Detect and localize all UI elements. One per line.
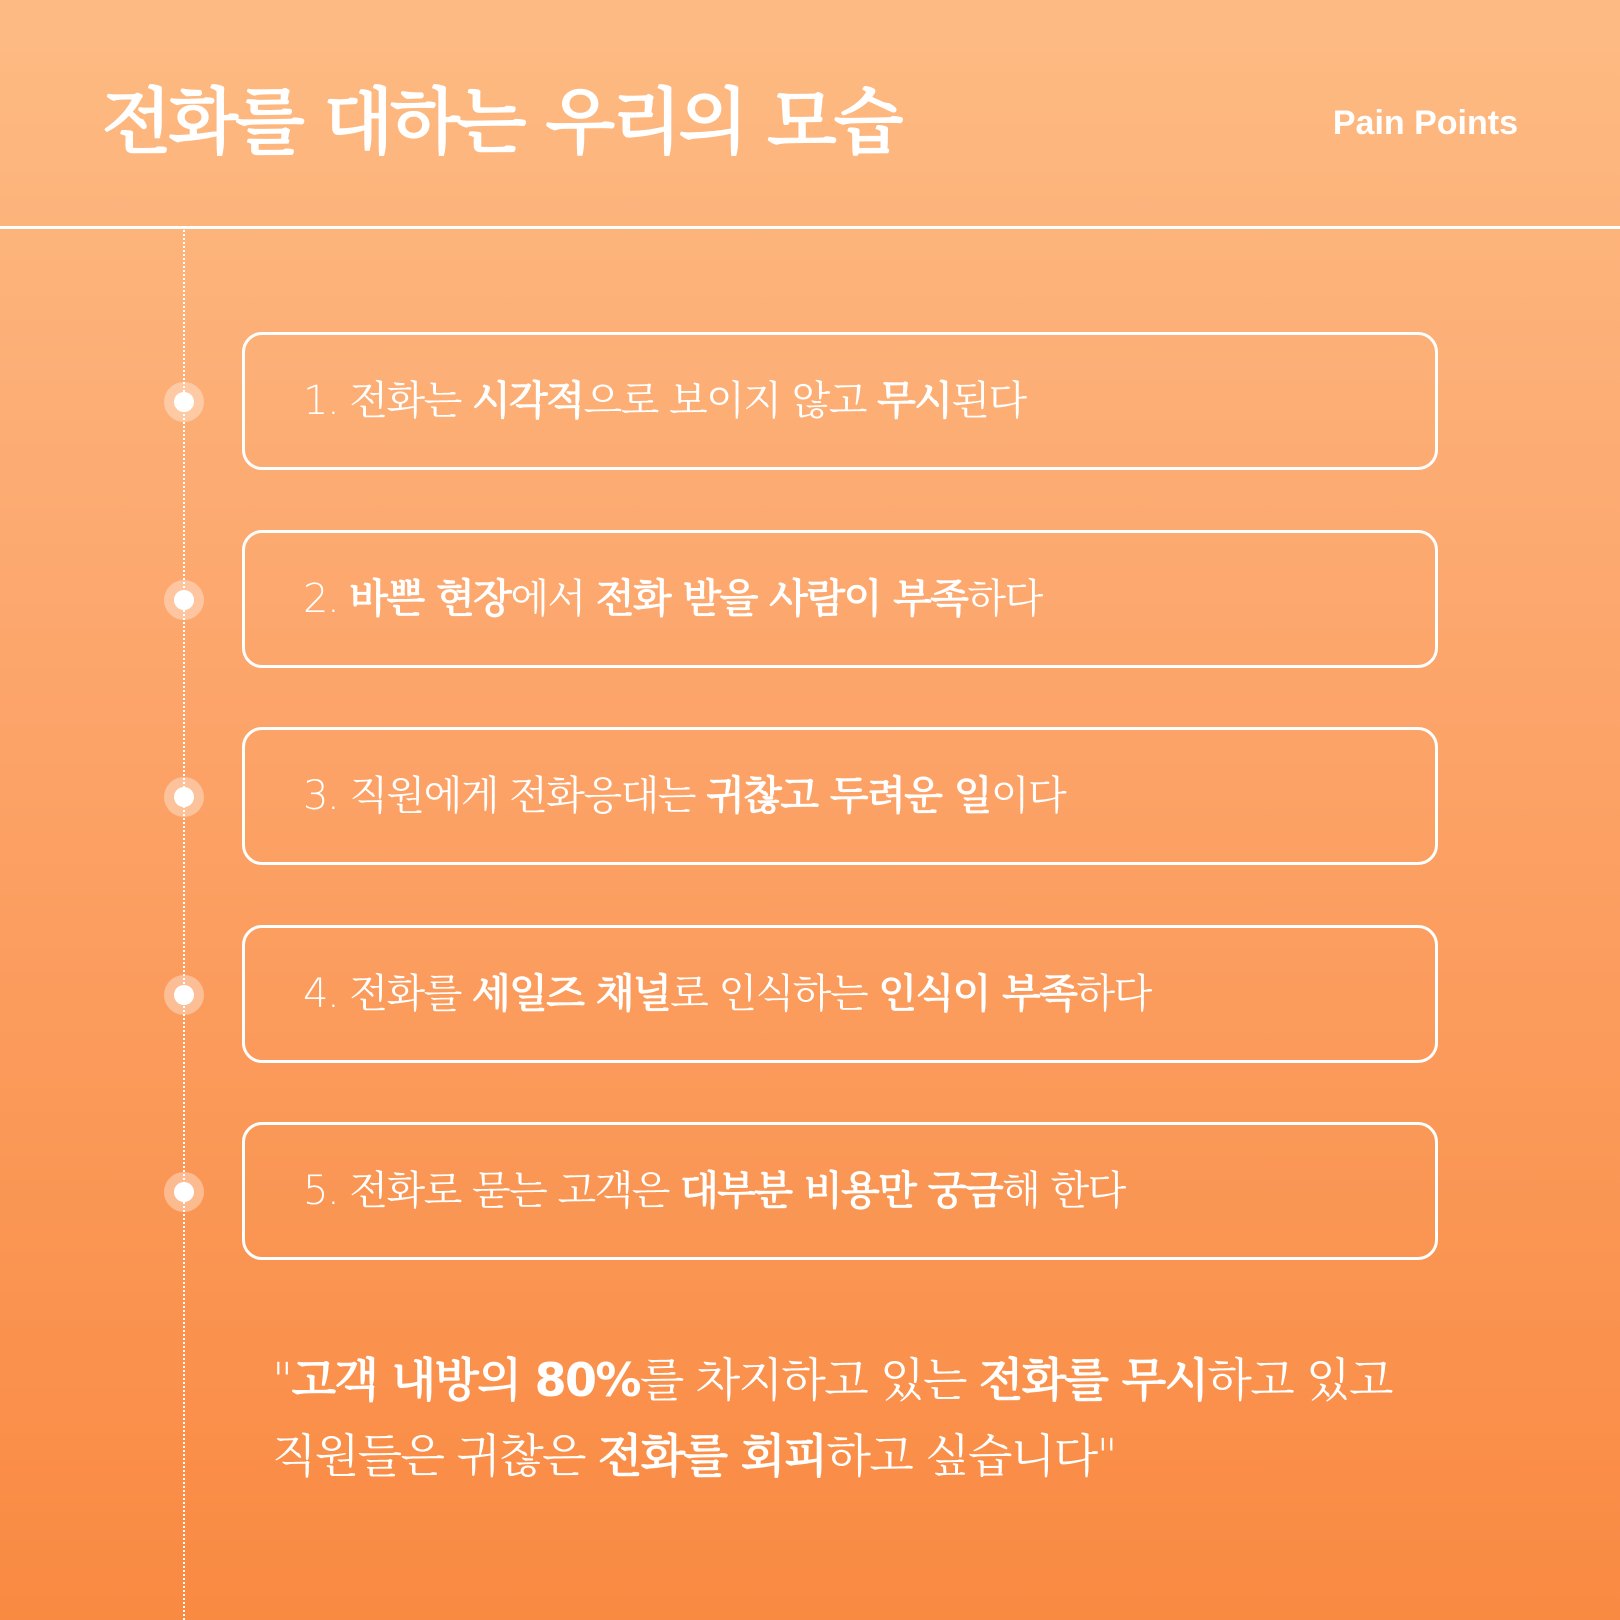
text-emphasis: 전화 받을 사람이 부족 bbox=[595, 576, 968, 622]
text-emphasis: 바쁜 현장 bbox=[349, 576, 511, 622]
timeline-dot bbox=[164, 382, 204, 422]
point-number: 2. bbox=[303, 576, 339, 622]
summary-quote bbox=[272, 1342, 1492, 1494]
pain-point-text bbox=[303, 335, 1026, 467]
text-segment: 으로 보이지 않고 bbox=[583, 378, 878, 424]
header bbox=[0, 0, 1620, 227]
point-number: 1. bbox=[303, 378, 339, 424]
text-emphasis: 전화를 무시 bbox=[978, 1353, 1208, 1407]
point-number: 4. bbox=[303, 971, 339, 1017]
text-segment: 하고 싶습니다" bbox=[826, 1429, 1117, 1483]
pain-point-text bbox=[303, 533, 1042, 665]
pain-point-text bbox=[303, 1125, 1125, 1257]
text-segment: 전화는 bbox=[338, 378, 473, 424]
text-emphasis: 인식이 부족 bbox=[878, 971, 1077, 1017]
text-segment: 에서 bbox=[510, 576, 596, 622]
text-emphasis: 무시 bbox=[877, 378, 952, 424]
timeline-line bbox=[183, 230, 185, 1620]
timeline-dot bbox=[164, 580, 204, 620]
text-emphasis: 세일즈 채널 bbox=[472, 971, 671, 1017]
text-emphasis: 전화를 회피 bbox=[597, 1429, 827, 1483]
text-segment: 하고 있고 bbox=[1207, 1353, 1392, 1407]
text-segment: 직원에게 전화응대는 bbox=[338, 773, 707, 819]
text-segment: 직원들은 귀찮은 bbox=[272, 1429, 598, 1483]
pain-point-text bbox=[303, 730, 1065, 862]
quote-line-1 bbox=[272, 1342, 1492, 1418]
text-emphasis: 대부분 비용만 궁금 bbox=[680, 1168, 1003, 1214]
pain-point-text bbox=[303, 928, 1151, 1060]
pain-point-card-5 bbox=[242, 1122, 1438, 1260]
timeline-dot bbox=[164, 975, 204, 1015]
header-divider bbox=[0, 226, 1620, 229]
text-segment: " bbox=[272, 1353, 292, 1407]
section-tag: Pain Points bbox=[1332, 104, 1518, 142]
pain-point-card-2 bbox=[242, 530, 1438, 668]
text-segment bbox=[338, 576, 349, 622]
point-number: 3. bbox=[303, 773, 339, 819]
pain-point-card-3 bbox=[242, 727, 1438, 865]
timeline-dot bbox=[164, 777, 204, 817]
text-emphasis: 시각적 bbox=[472, 378, 584, 424]
timeline-dot bbox=[164, 1172, 204, 1212]
pain-point-card-1 bbox=[242, 332, 1438, 470]
text-segment: 이다 bbox=[990, 773, 1066, 819]
point-number: 5. bbox=[303, 1168, 339, 1214]
text-emphasis: 귀찮고 두려운 일 bbox=[706, 773, 991, 819]
text-segment: 전화로 묻는 고객은 bbox=[338, 1168, 681, 1214]
text-segment: 하다 bbox=[1076, 971, 1151, 1017]
pain-point-card-4 bbox=[242, 925, 1438, 1063]
quote-line-2 bbox=[272, 1418, 1492, 1494]
text-segment: 로 인식하는 bbox=[670, 971, 879, 1017]
text-segment: 하다 bbox=[967, 576, 1042, 622]
text-emphasis: 고객 내방의 80% bbox=[291, 1353, 640, 1407]
text-segment: 해 한다 bbox=[1002, 1168, 1125, 1214]
page-title: 전화를 대하는 우리의 모습 bbox=[102, 80, 901, 164]
text-segment: 전화를 bbox=[338, 971, 473, 1017]
text-segment: 된다 bbox=[951, 378, 1026, 424]
text-segment: 를 차지하고 있는 bbox=[639, 1353, 979, 1407]
